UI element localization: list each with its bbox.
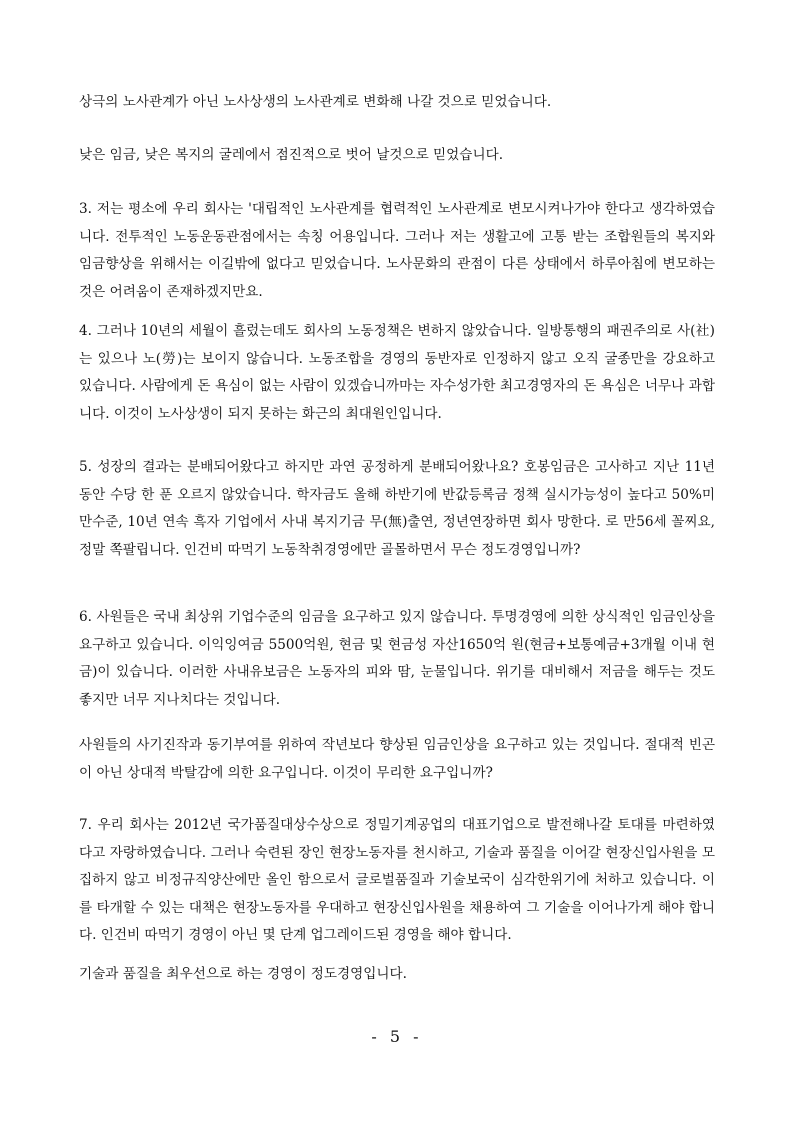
- paragraph-section-7: 7. 우리 회사는 2012년 국가품질대상수상으로 정밀기계공업의 대표기업으로 발전해나갈 토대를 마련하였다고 자랑하였습니다. 그러나 숙련된 장인 현장노동자를 천시하고, 기술과 품질을 이어갈 현장신입사원을 모집하지 않고 비정규직양산에만 올인 함으로서 글로벌품질과 기술보국이 심각한위기에 처하고 있습니다. 이를 타개할 수 있는 대책은 현장노동자를 우대하고 현장신입사원을 채용하여 그 기술을 이어나가게 해야 합니다. 인건비 따먹기 경영이 아닌 몇 단계 업그레이드된 경영을 해야 합니다.: [79, 817, 715, 943]
- paragraph-section-6: 6. 사원들은 국내 최상위 기업수준의 임금을 요구하고 있지 않습니다. 투명경영에 의한 상식적인 임금인상을 요구하고 있습니다. 이익잉여금 5500억원, 현금 및 현금성 자산1650억 원(현금+보통예금+3개월 이내 현금)이 있습니다. 이러한 사내유보금은 노동자의 피와 땀, 눈물입니다. 위기를 대비해서 저금을 해두는 것도 좋지만 너무 지나치다는 것입니다.: [79, 609, 715, 708]
- page-number: - 5 -: [371, 1027, 423, 1046]
- paragraph-conclusion: 기술과 품질을 최우선으로 하는 경영이 정도경영입니다.: [79, 966, 407, 982]
- paragraph-section-3: 3. 저는 평소에 우리 회사는 '대립적인 노사관계를 협력적인 노사관계로 변모시켜나가야 한다고 생각하였습니다. 전투적인 노동운동관점에서는 속칭 어용입니다. 그러나 저는 생활고에 고통 받는 조합원들의 복지와 임금향상을 위해서는 이길밖에 없다고 믿었습니다. 노사문화의 관점이 다른 상태에서 하루아침에 변모하는 것은 어려움이 존재하겠지만요.: [79, 201, 715, 300]
- paragraph-section-5: 5. 성장의 결과는 분배되어왔다고 하지만 과연 공정하게 분배되어왔나요? 호봉임금은 고사하고 지난 11년 동안 수당 한 푼 오르지 않았습니다. 학자금도 올해 하반기에 반값등록금 정책 실시가능성이 높다고 50%미만수준, 10년 연속 흑자 기업에서 사내 복지기금 무(無)출연, 정년연장하면 회사 망한다. 로 만56세 꼴찌요, 정말 쪽팔립니다. 인건비 따먹기 노동착취경영에만 골몰하면서 무슨 정도경영입니까?: [79, 459, 715, 558]
- paragraph-morale: 사원들의 사기진작과 동기부여를 위하여 작년보다 향상된 임금인상을 요구하고 있는 것입니다. 절대적 빈곤이 아닌 상대적 박탈감에 의한 요구입니다. 이것이 무리한 요구입니까?: [79, 737, 715, 781]
- paragraph-low-wages: 낮은 임금, 낮은 복지의 굴레에서 점진적으로 벗어 날것으로 믿었습니다.: [79, 147, 504, 163]
- paragraph-labor-relations: 상극의 노사관계가 아닌 노사상생의 노사관계로 변화해 나갈 것으로 믿었습니다.: [79, 94, 552, 110]
- paragraph-section-4: 4. 그러나 10년의 세월이 흘렀는데도 회사의 노동정책은 변하지 않았습니다. 일방통행의 패권주의로 사(社)는 있으나 노(勞)는 보이지 않습니다. 노동조합을 경영의 동반자로 인정하지 않고 오직 굴종만을 강요하고 있습니다. 사람에게 돈 욕심이 없는 사람이 있겠습니까마는 자수성가한 최고경영자의 돈 욕심은 너무나 과합니다. 이것이 노사상생이 되지 못하는 화근의 최대원인입니다.: [79, 323, 715, 422]
